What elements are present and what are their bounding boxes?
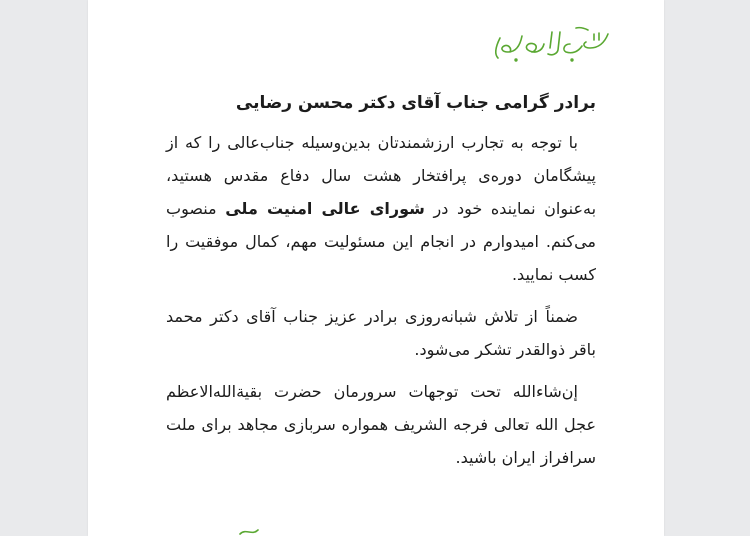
paragraph-thanks: ضمناً از تلاش شبانه‌روزی برادر عزیز جناب آقای دکتر محمد باقر ذوالقدر تشکر می‌شود. [166,307,596,359]
letter-page [88,0,664,536]
basmala-calligraphy [486,18,616,66]
paragraph-appointment [166,126,596,291]
council-name: شورای عالی امنیت ملی [225,199,425,218]
signature-stroke [238,526,266,536]
letter-body [166,88,596,483]
paragraph-closing: إن‌شاءالله تحت توجهات سرورمان حضرت بقیة‌الله‌الاعظم عجل الله تعالی فرجه الشریف همواره سربازی مجاهد برای ملت سرافراز ایران باشید. [166,382,596,467]
paragraph-1-text-end: منصوب می‌کنم. امیدوارم در انجام این مسئولیت مهم، کمال موفقیت را کسب نمایید. [166,199,596,284]
salutation: برادر گرامی جناب آقای دکتر محسن رضایی [235,93,596,113]
paragraph-1-text-start: با توجه به تجارب ارزشمندتان بدین‌وسیله جناب‌عالی را که از پیشگامان دوره‌ی پرافتخار هشت سال دفاع مقدس هستید، به‌عنوان نماینده خود در [166,133,597,218]
